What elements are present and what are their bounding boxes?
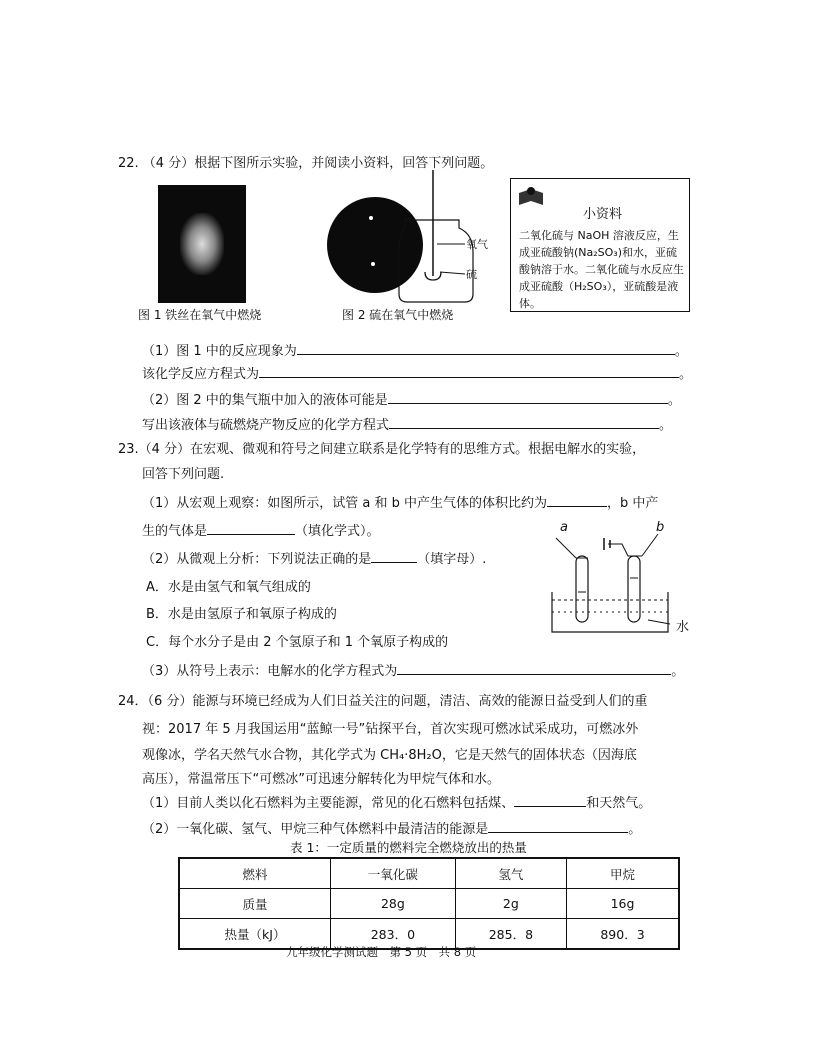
- table-header-cell: 一氧化碳: [331, 858, 456, 889]
- electrolysis-diagram: [548, 520, 678, 640]
- q22-2b: 写出该液体与硫燃烧产物反应的化学方程式 。: [142, 414, 672, 433]
- q22-1b: 该化学反应方程式为 。: [142, 363, 692, 382]
- table-row: [179, 889, 679, 919]
- q23-header-2: 回答下列问题.: [142, 467, 225, 482]
- q23-1a: （1）从宏观上观察：如图所示，试管 a 和 b 中产生气体的体积比约为 ，b 中产: [142, 492, 658, 511]
- fig2-caption: 图 2 硫在氧气中燃烧: [342, 308, 454, 322]
- q23-header: 23.（4 分）在宏观、微观和符号之间建立联系是化学特有的思维方式。根据电解水的实验，: [118, 442, 646, 457]
- q22-header: 22. （4 分）根据下图所示实验，并阅读小资料，回答下列问题。: [118, 156, 494, 171]
- q22-2a: （2）图 2 中的集气瓶中加入的液体可能是 。: [142, 389, 681, 408]
- table-header-cell: 燃料: [179, 858, 331, 889]
- info-box-title: 小资料: [583, 207, 623, 222]
- q24-line-1: 24．（6 分）能源与环境已经成为人们日益关注的问题，清洁、高效的能源日益受到人们的重: [118, 694, 648, 709]
- heat-table: [178, 857, 680, 950]
- q24-2: （2）一氧化碳、氢气、甲烷三种气体燃料中最清洁的能源是 。: [142, 818, 641, 837]
- q22-1a: （1）图 1 中的反应现象为 。: [142, 340, 688, 359]
- table-cell: 890．3: [567, 919, 679, 950]
- q23-3: （3）从符号上表示：电解水的化学方程式为 。: [142, 660, 684, 679]
- option-c: C．每个水分子是由 2 个氢原子和 1 个氧原子构成的: [146, 635, 449, 650]
- fig1-iron-burning-photo: [158, 185, 246, 303]
- q23-1b: 生的气体是 （填化学式）。: [142, 520, 380, 539]
- table-header-cell: 甲烷: [567, 858, 679, 889]
- q24-line-4: 高压），常温常压下“可燃冰”可迅速分解转化为甲烷气体和水。: [142, 772, 500, 787]
- table-header-row: [179, 858, 679, 889]
- table-cell: 283．0: [331, 919, 456, 950]
- table-cell: 16g: [567, 889, 679, 919]
- label-oxygen: 氧气: [466, 238, 488, 251]
- option-a: A．水是由氢气和氧气组成的: [146, 580, 311, 595]
- table-cell: 285．8: [455, 919, 566, 950]
- label-tube-b: b: [656, 520, 665, 535]
- table-cell: 2g: [455, 889, 566, 919]
- q24-1: （1）目前人类以化石燃料为主要能源，常见的化石燃料包括煤、 和天然气。: [142, 792, 651, 811]
- table-caption: 表 1：一定质量的燃料完全燃烧放出的热量: [290, 840, 527, 855]
- label-water: 水: [676, 620, 690, 635]
- book-reading-icon: [517, 185, 545, 209]
- info-box-text: 二氧化硫与 NaOH 溶液反应，生成亚硫酸钠(Na₂SO₃)和水，亚硫酸钠溶于水。二氧化硫与水反应生成亚硫酸（H₂SO₃），亚硫酸是液体。: [519, 229, 684, 310]
- label-tube-a: a: [560, 520, 568, 535]
- page-footer: 九年级化学测试题 第 5 页 共 8 页: [286, 945, 477, 959]
- table-cell: 28g: [331, 889, 456, 919]
- table-header-cell: 氢气: [455, 858, 566, 889]
- q24-line-2: 视：2017 年 5 月我国运用“蓝鲸一号”钻探平台，首次实现可燃冰试采成功，可燃冰外: [142, 722, 639, 737]
- q24-line-3: 观像冰，学名天然气水合物，其化学式为 CH₄·8H₂O，它是天然气的固体状态（因海底: [142, 748, 637, 763]
- table-cell: 质量: [179, 889, 331, 919]
- q23-2: （2）从微观上分析：下列说法正确的是 （填字母）.: [142, 548, 486, 567]
- table-cell: 热量（kJ）: [179, 919, 331, 950]
- option-b: B．水是由氢原子和氧原子构成的: [146, 607, 337, 622]
- info-box: [510, 178, 690, 312]
- fig1-caption: 图 1 铁丝在氧气中燃烧: [138, 308, 262, 322]
- label-sulfur: 硫: [466, 268, 477, 281]
